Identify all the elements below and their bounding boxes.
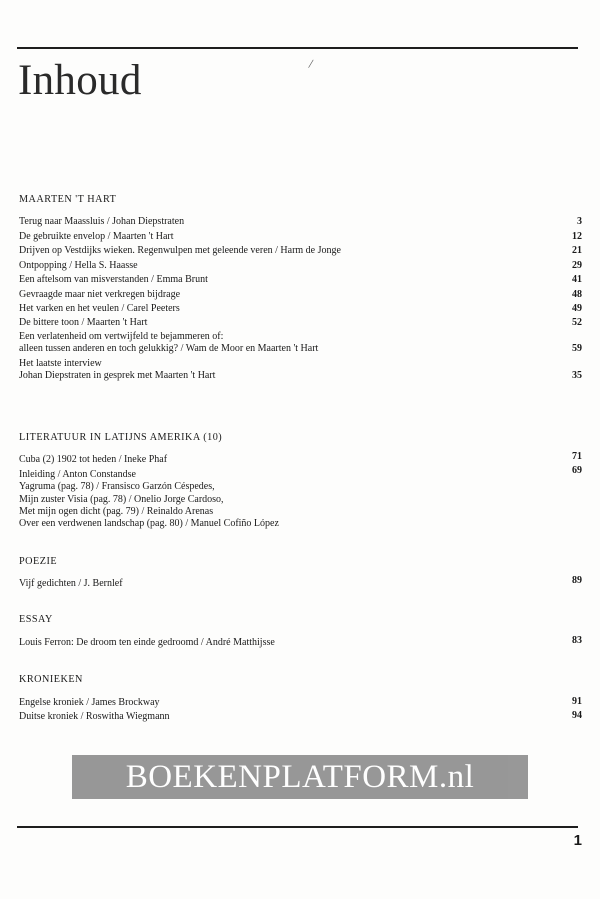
entry-text: alleen tussen anderen en toch gelukkig? / Wam de Moor en Maarten 't Hart (19, 343, 319, 355)
entry-text: Johan Diepstraten in gesprek met Maarten 't Hart (19, 370, 216, 382)
page-ref: 71 (572, 451, 582, 462)
section-heading-latijns-amerika: LITERATUUR IN LATIJNS AMERIKA (10) (19, 432, 223, 443)
entry-text: Cuba (2) 1902 tot heden / Ineke Phaf (19, 454, 168, 465)
toc-entry (19, 274, 582, 286)
page-ref: 83 (572, 635, 582, 646)
entry-text: Een verlatenheid om vertwijfeld te bejammeren of: (19, 331, 224, 342)
entry-text: Inleiding / Anton Constandse (19, 469, 136, 480)
page-ref: 59 (572, 343, 582, 355)
toc-entry (19, 358, 582, 383)
page-ref: 3 (577, 216, 582, 227)
page-ref: 21 (572, 245, 582, 256)
entry-text: Mijn zuster Visia (pag. 78) / Onelio Jorge Cardoso, (19, 493, 224, 505)
toc-entry (19, 637, 582, 649)
top-rule (17, 47, 578, 49)
entry-text: Ontpopping / Hella S. Haasse (19, 260, 138, 271)
toc-entry (19, 697, 582, 709)
entry-text: Yagruma (pag. 78) / Fransisco Garzón Céspedes, (19, 481, 215, 493)
toc-entry (19, 245, 582, 257)
toc-entry (19, 331, 582, 356)
entry-text: Duitse kroniek / Roswitha Wiegmann (19, 711, 170, 722)
page-ref: 49 (572, 303, 582, 314)
toc-entry (19, 711, 582, 723)
page-ref: 12 (572, 231, 582, 242)
toc-entry (19, 260, 582, 272)
page-ref: 89 (572, 575, 582, 586)
toc-entry (19, 303, 582, 315)
toc-entry (19, 317, 582, 329)
entry-text: Het varken en het veulen / Carel Peeters (19, 303, 180, 314)
entry-text: Drijven op Vestdijks wieken. Regenwulpen met geleende veren / Harm de Jonge (19, 245, 341, 256)
page-ref: 48 (572, 289, 582, 300)
page-ref: 29 (572, 260, 582, 271)
entry-text: Engelse kroniek / James Brockway (19, 697, 160, 708)
entry-text: Terug naar Maassluis / Johan Diepstraten (19, 216, 185, 227)
entry-text: De bittere toon / Maarten 't Hart (19, 317, 148, 328)
toc-entry (19, 216, 582, 228)
toc-entry (19, 465, 582, 530)
page-ref: 91 (572, 696, 582, 707)
entry-text: Een aftelsom van misverstanden / Emma Brunt (19, 274, 208, 285)
entry-text: Vijf gedichten / J. Bernlef (19, 578, 123, 589)
toc-entry (19, 451, 582, 466)
entry-text: Gevraagde maar niet verkregen bijdrage (19, 289, 181, 300)
page-ref: 41 (572, 274, 582, 285)
toc-entry (19, 289, 582, 301)
page-number: 1 (573, 832, 582, 849)
section-heading-poezie: POEZIE (19, 556, 58, 567)
toc-entry (19, 575, 582, 590)
section-heading-maarten-t-hart: MAARTEN 'T HART (19, 194, 117, 205)
page-title: Inhoud (18, 57, 142, 104)
entry-text: Louis Ferron: De droom ten einde gedroomd / André Matthijsse (19, 637, 275, 648)
page-ref: 69 (572, 465, 582, 476)
page-ref: 52 (572, 317, 582, 328)
entry-text: Over een verdwenen landschap (pag. 80) / Manuel Cofiño López (19, 518, 279, 530)
entry-text: De gebruikte envelop / Maarten 't Hart (19, 231, 174, 242)
watermark: BOEKENPLATFORM.nl (72, 755, 528, 799)
pencil-mark-icon: / (307, 55, 315, 72)
toc-entry (19, 231, 582, 243)
bottom-rule (17, 826, 578, 828)
page-ref: 35 (572, 370, 582, 382)
section-heading-kronieken: KRONIEKEN (19, 674, 83, 685)
section-heading-essay: ESSAY (19, 614, 53, 625)
page-ref: 94 (572, 710, 582, 721)
entry-text: Met mijn ogen dicht (pag. 79) / Reinaldo Arenas (19, 505, 214, 517)
entry-text: Het laatste interview (19, 358, 102, 369)
